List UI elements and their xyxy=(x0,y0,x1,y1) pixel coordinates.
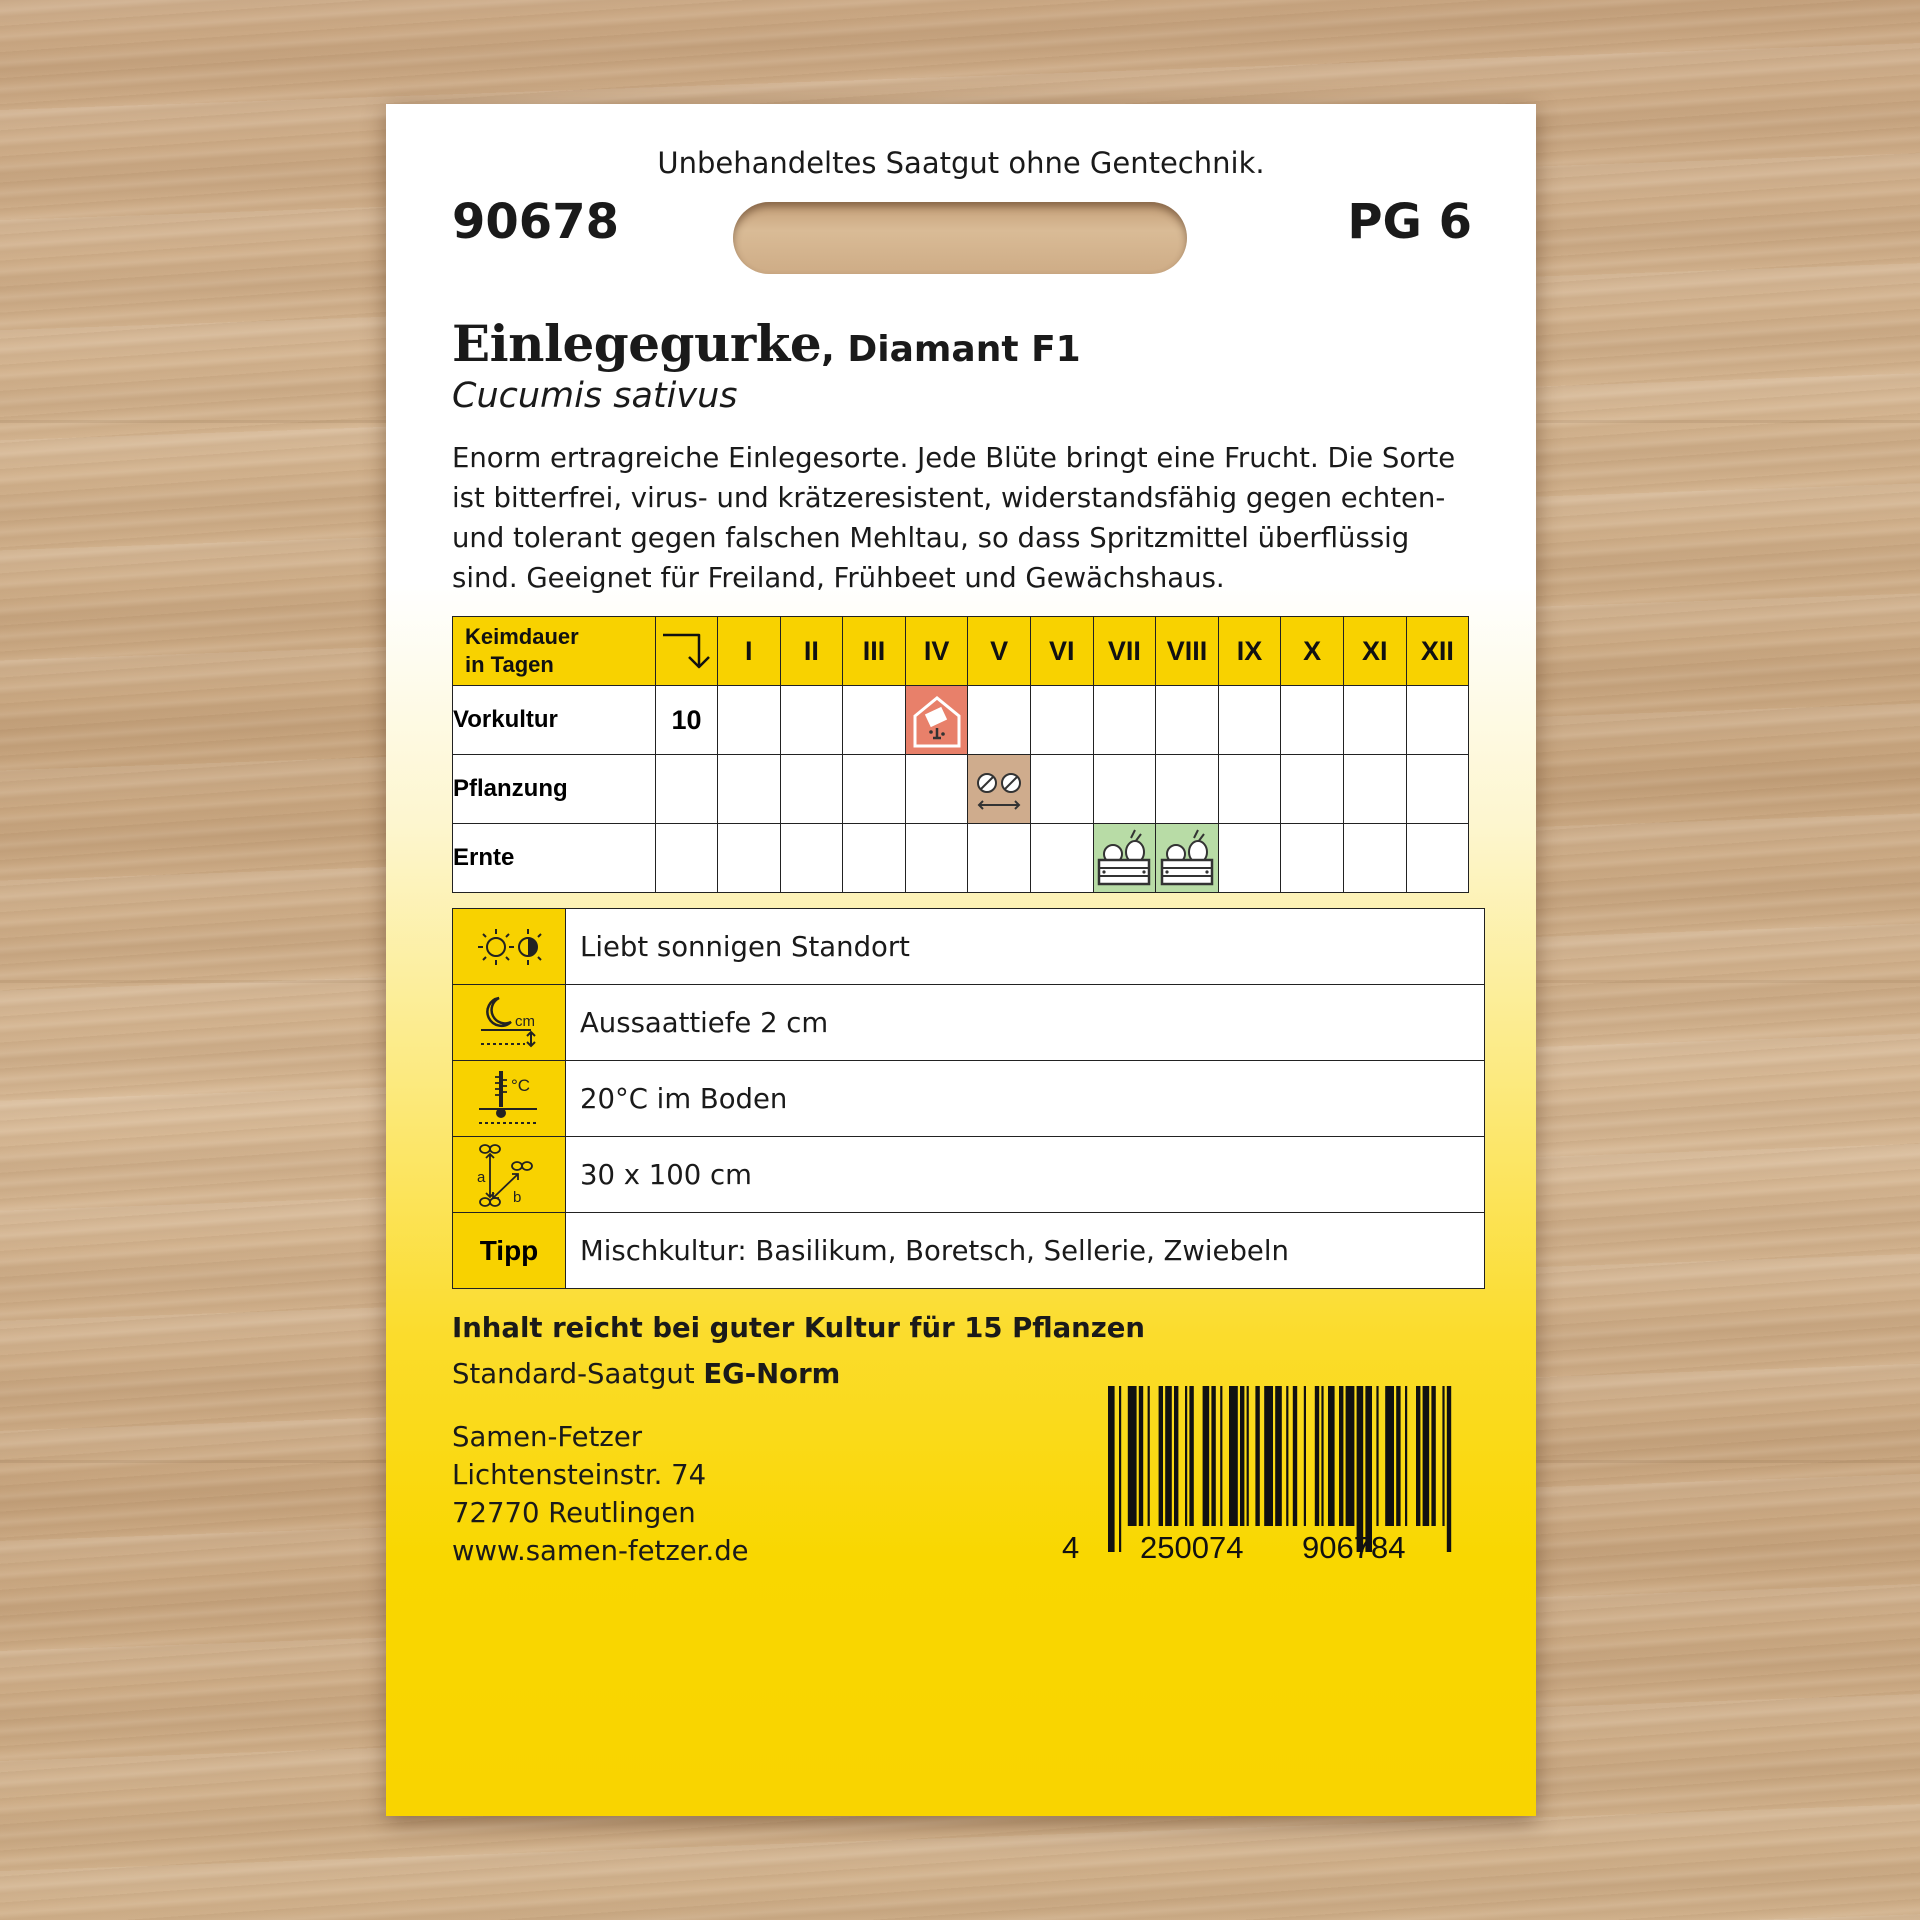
company-street: Lichtensteinstr. 74 xyxy=(452,1459,707,1491)
month-cell xyxy=(1281,755,1344,824)
month-header: III xyxy=(843,617,906,686)
barcode-bar xyxy=(1247,1386,1249,1526)
barcode-bar xyxy=(1321,1386,1323,1526)
seed-standard-norm: EG-Norm xyxy=(703,1358,841,1390)
barcode-bar xyxy=(1357,1386,1364,1552)
barcode-bar xyxy=(1315,1386,1319,1526)
article-number: 90678 xyxy=(452,194,619,250)
barcode-bar xyxy=(1447,1386,1451,1552)
barcode-bar xyxy=(1189,1386,1193,1526)
info-text: Aussaattiefe 2 cm xyxy=(566,985,1485,1061)
barcode-bar xyxy=(1119,1386,1121,1552)
barcode-bar xyxy=(1255,1386,1259,1526)
harvest-crate-icon xyxy=(1095,828,1153,888)
sowing-calendar xyxy=(452,616,1469,893)
month-cell xyxy=(1218,755,1281,824)
barcode-bar xyxy=(1293,1386,1297,1526)
barcode-bar xyxy=(1128,1386,1137,1526)
barcode-bar xyxy=(1405,1386,1407,1526)
month-cell xyxy=(1030,755,1093,824)
germination-days xyxy=(656,824,718,893)
barcode-bar xyxy=(1442,1386,1444,1526)
barcode-bar xyxy=(1240,1386,1244,1526)
month-cell xyxy=(968,686,1031,755)
seed-packet-back xyxy=(386,104,1536,1816)
month-cell-active xyxy=(1156,824,1219,893)
barcode-bar xyxy=(1304,1386,1306,1526)
info-text: 20°C im Boden xyxy=(566,1061,1485,1137)
month-cell xyxy=(1343,755,1406,824)
month-cell xyxy=(905,755,968,824)
tip-label: Tipp xyxy=(453,1213,566,1289)
svg-text:°C: °C xyxy=(511,1075,531,1095)
company-website: www.samen-fetzer.de xyxy=(452,1535,749,1567)
product-variety: Diamant F1 xyxy=(847,329,1081,370)
barcode-bar xyxy=(1346,1386,1355,1526)
info-text: Mischkultur: Basilikum, Boretsch, Sellerie, Zwiebeln xyxy=(566,1213,1485,1289)
month-cell xyxy=(843,824,906,893)
month-cell xyxy=(718,755,781,824)
barcode-bar xyxy=(1139,1386,1143,1526)
soil-temperature-icon xyxy=(473,1067,545,1131)
month-header: XI xyxy=(1343,617,1406,686)
barcode-bars xyxy=(1108,1386,1458,1552)
svg-text:b: b xyxy=(513,1188,522,1206)
month-cell xyxy=(1281,686,1344,755)
barcode-bar xyxy=(1174,1386,1178,1526)
barcode-bar xyxy=(1376,1386,1378,1526)
month-cell xyxy=(780,824,843,893)
month-header: XII xyxy=(1406,617,1469,686)
barcode-bar xyxy=(1211,1386,1215,1526)
arrow-down-icon xyxy=(656,617,718,686)
month-header: V xyxy=(968,617,1031,686)
month-cell xyxy=(1281,824,1344,893)
barcode-bar xyxy=(1229,1386,1238,1526)
month-header: VII xyxy=(1093,617,1156,686)
barcode-bar xyxy=(1328,1386,1335,1526)
germination-label-line1: Keimdauer xyxy=(465,624,579,649)
month-cell xyxy=(1030,686,1093,755)
product-name: Einlegegurke xyxy=(452,314,822,373)
barcode-bar xyxy=(1148,1386,1150,1526)
month-cell xyxy=(780,686,843,755)
row-label: Ernte xyxy=(453,824,656,893)
month-cell xyxy=(1093,755,1156,824)
month-cell-active xyxy=(1093,824,1156,893)
month-cell xyxy=(905,824,968,893)
month-cell xyxy=(1343,824,1406,893)
calendar-row-ernte xyxy=(453,824,1469,893)
month-header: IV xyxy=(905,617,968,686)
sun-halfshade-icon xyxy=(474,925,544,969)
barcode-bar xyxy=(1416,1386,1420,1526)
barcode-bar xyxy=(1275,1386,1282,1526)
svg-text:a: a xyxy=(477,1168,486,1186)
info-row-spacing xyxy=(453,1137,1485,1213)
month-cell xyxy=(1030,824,1093,893)
barcode-bar xyxy=(1431,1386,1435,1526)
barcode-bar xyxy=(1385,1386,1394,1526)
barcode-bar xyxy=(1365,1386,1372,1552)
germination-days: 10 xyxy=(656,686,718,755)
seedling-spacing-icon xyxy=(971,761,1027,817)
content-note: Inhalt reicht bei guter Kultur für 15 Pflanzen xyxy=(452,1312,1145,1344)
greenhouse-seed-icon xyxy=(909,690,965,750)
info-row-temperature xyxy=(453,1061,1485,1137)
info-icon-cell xyxy=(453,985,566,1061)
month-cell xyxy=(1406,686,1469,755)
month-cell xyxy=(718,824,781,893)
month-cell xyxy=(843,686,906,755)
month-cell xyxy=(968,824,1031,893)
month-cell xyxy=(1218,686,1281,755)
svg-text:cm: cm xyxy=(515,1012,535,1030)
month-header: X xyxy=(1281,617,1344,686)
month-cell xyxy=(1343,686,1406,755)
info-text: 30 x 100 cm xyxy=(566,1137,1485,1213)
month-cell xyxy=(1406,824,1469,893)
seed-standard-prefix: Standard-Saatgut xyxy=(452,1358,704,1390)
barcode-bar xyxy=(1159,1386,1163,1526)
month-header: VIII xyxy=(1156,617,1219,686)
month-header: II xyxy=(780,617,843,686)
calendar-header xyxy=(453,617,1469,686)
info-icon-cell xyxy=(453,1137,566,1213)
info-icon-cell xyxy=(453,1061,566,1137)
title-separator: , xyxy=(821,329,848,370)
sowing-depth-icon xyxy=(473,992,545,1054)
month-cell xyxy=(718,686,781,755)
info-row-location xyxy=(453,909,1485,985)
barcode-bar xyxy=(1396,1386,1400,1526)
calendar-row-vorkultur xyxy=(453,686,1469,755)
barcode-bar xyxy=(1165,1386,1172,1526)
info-text: Liebt sonnigen Standort xyxy=(566,909,1485,985)
month-cell xyxy=(843,755,906,824)
plant-spacing-icon xyxy=(473,1140,545,1210)
company-city: 72770 Reutlingen xyxy=(452,1497,696,1529)
company-address xyxy=(452,1418,749,1570)
product-description: Enorm ertragreiche Einlegesorte. Jede Blüte bringt eine Frucht. Die Sorte ist bitterfrei, virus- und krätzeresistent, widerstandsfähig gegen echten- und tolerant gegen falschen Mehltau, so dass Spritzmittel überflüssig sind. Geeignet für Freiland, Frühbeet und Gewächshaus. xyxy=(452,442,1456,594)
month-cell xyxy=(1218,824,1281,893)
barcode-bar xyxy=(1108,1386,1115,1552)
calendar-row-pflanzung xyxy=(453,755,1469,824)
price-group: PG 6 xyxy=(1347,194,1472,250)
info-row-depth xyxy=(453,985,1485,1061)
barcode-bar xyxy=(1264,1386,1273,1526)
month-cell xyxy=(1093,686,1156,755)
barcode-bar xyxy=(1286,1386,1288,1526)
barcode-digit-first: 4 xyxy=(1062,1530,1080,1565)
month-header: IX xyxy=(1218,617,1281,686)
month-cell-active xyxy=(905,686,968,755)
month-header: VI xyxy=(1030,617,1093,686)
info-row-tip xyxy=(453,1213,1485,1289)
month-cell xyxy=(1156,755,1219,824)
harvest-crate-icon xyxy=(1158,828,1216,888)
latin-name: Cucumis sativus xyxy=(452,376,738,416)
barcode-digits-right: 906784 xyxy=(1302,1530,1406,1565)
info-icon-cell xyxy=(453,909,566,985)
barcode-bar xyxy=(1423,1386,1430,1526)
hang-hole xyxy=(733,202,1187,274)
barcode-bar xyxy=(1185,1386,1187,1526)
barcode-digits-left: 250074 xyxy=(1140,1530,1244,1565)
month-header: I xyxy=(718,617,781,686)
month-cell xyxy=(780,755,843,824)
row-label: Pflanzung xyxy=(453,755,656,824)
germination-label xyxy=(453,617,656,686)
barcode-bar xyxy=(1220,1386,1222,1526)
company-name: Samen-Fetzer xyxy=(452,1421,643,1453)
growing-info-table xyxy=(452,908,1485,1289)
month-cell xyxy=(1156,686,1219,755)
product-title xyxy=(452,314,1081,373)
germination-days xyxy=(656,755,718,824)
ean-barcode xyxy=(1062,1386,1458,1565)
seed-standard xyxy=(452,1358,840,1390)
month-cell-active xyxy=(968,755,1031,824)
barcode-bar xyxy=(1339,1386,1343,1526)
month-cell xyxy=(1406,755,1469,824)
row-label: Vorkultur xyxy=(453,686,656,755)
tagline: Unbehandeltes Saatgut ohne Gentechnik. xyxy=(657,146,1265,180)
barcode-bar xyxy=(1203,1386,1210,1526)
germination-label-line2: in Tagen xyxy=(465,652,554,677)
